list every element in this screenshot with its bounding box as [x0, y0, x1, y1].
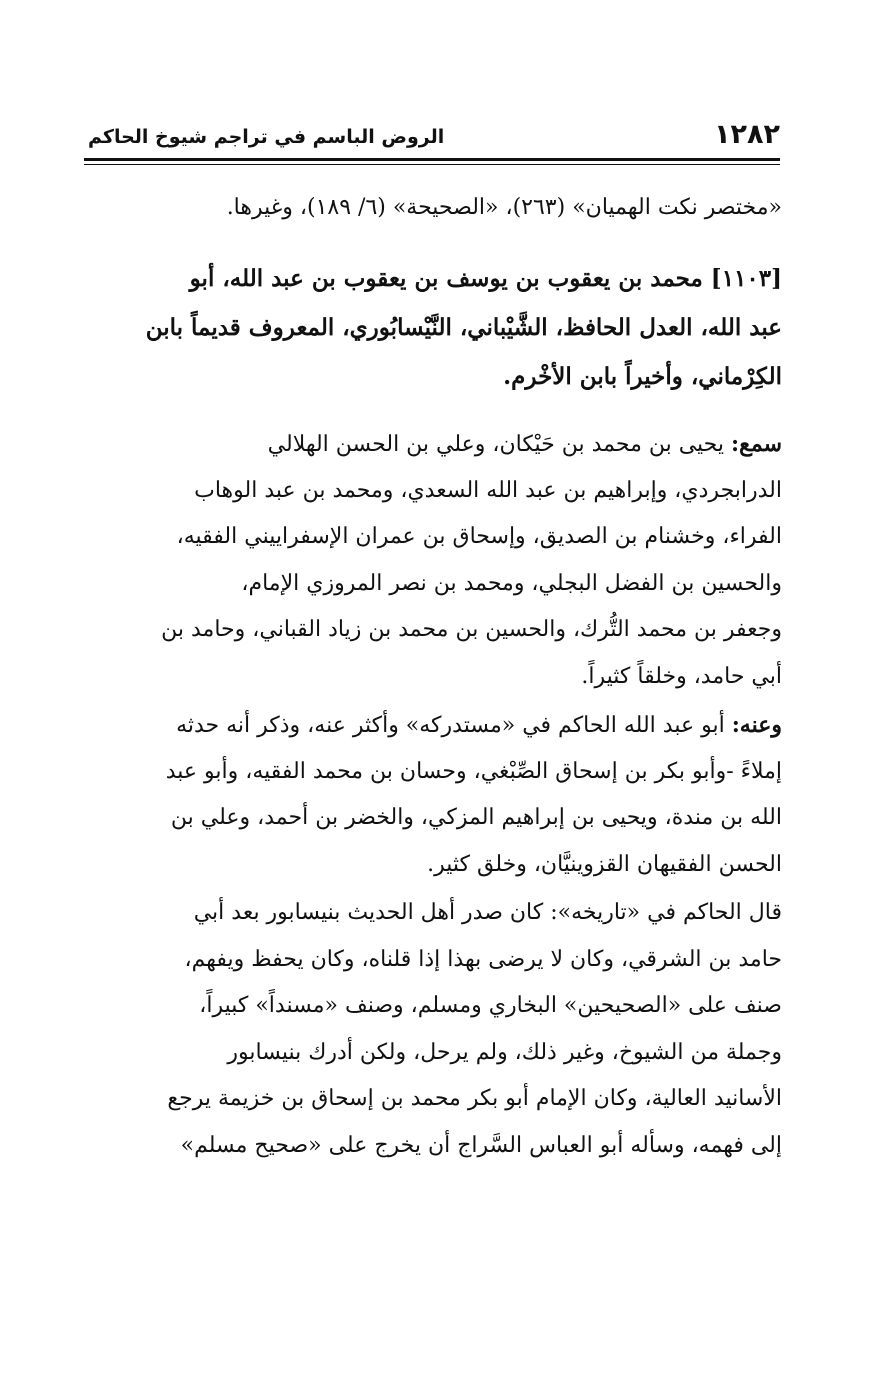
- text-span: أبو عبد الله الحاكم في «مستدركه» وأكثر عنه، وذكر أنه حدثه: [176, 713, 725, 738]
- text-line: والحسين بن الفضل البجلي، ومحمد بن نصر المروزي الإمام،: [241, 570, 782, 596]
- entry-number: [١١٠٣]: [710, 265, 782, 292]
- text-line: [82, 254, 782, 303]
- text-line: أبي حامد، وخلقاً كثيراً.: [581, 663, 782, 689]
- running-header: [84, 118, 780, 158]
- hakim-quote-paragraph: [82, 890, 782, 1169]
- text-line: الفراء، وخشنام بن الصديق، وإسحاق بن عمران الإسفراييني الفقيه،: [176, 524, 782, 549]
- text-line: وجملة من الشيوخ، وغير ذلك، ولم يرحل، ولكن أدرك بنيسابور: [227, 1039, 782, 1065]
- header-rule-thick: [84, 158, 780, 161]
- text-line: صنف على «الصحيحين» البخاري ومسلم، وصنف «مسنداً» كبيراً،: [199, 993, 782, 1018]
- text-line: الكِرْماني، وأخيراً بابن الأخْرم.: [503, 363, 782, 390]
- text-line: قال الحاكم في «تاريخه»: كان صدر أهل الحديث بنيسابور بعد أبي: [193, 900, 782, 925]
- text-line: الأسانيد العالية، وكان الإمام أبو بكر محمد بن إسحاق بن خزيمة يرجع: [167, 1086, 782, 1111]
- text-line: عبد الله، العدل الحافظ، الشَّيْباني، النَّيْسابُوري، المعروف قديماً بابن: [145, 314, 782, 341]
- text-line: [82, 702, 782, 749]
- text-line: حامد بن الشرقي، وكان لا يرضى بهذا إذا قلناه، وكان يحفظ ويفهم،: [184, 946, 782, 972]
- text-line: [82, 421, 782, 468]
- page-body: [82, 186, 782, 1171]
- biography-entry-heading: [82, 254, 782, 401]
- book-title: الروض الباسم في تراجم شيوخ الحاكم: [88, 126, 445, 148]
- text-line: «مختصر نكت الهميان» (٢٦٣)، «الصحيحة» (٦/ ١٨٩)، وغيرها.: [226, 195, 782, 220]
- header-rule-thin: [84, 164, 780, 165]
- heard-from-paragraph: [82, 421, 782, 700]
- text-line: إلى فهمه، وسأله أبو العباس السَّراج أن يخرج على «صحيح مسلم»: [180, 1132, 782, 1158]
- narrators-label: وعنه:: [731, 712, 782, 738]
- text-span: يحيى بن محمد بن حَيْكان، وعلي بن الحسن الهلالي: [267, 432, 725, 457]
- text-line: الحسن الفقيهان القزوينيَّان، وخلق كثير.: [427, 851, 782, 877]
- entry-name-line: محمد بن يعقوب بن يوسف بن يعقوب بن عبد الله، أبو: [189, 265, 703, 292]
- text-line: الله بن مندة، ويحيى بن إبراهيم المزكي، والخضر بن أحمد، وعلي بن: [170, 805, 782, 830]
- text-line: إملاءً -وأبو بكر بن إسحاق الصِّبْغي، وحسان بن محمد الفقيه، وأبو عبد: [165, 758, 782, 784]
- text-line: الدرابجردي، وإبراهيم بن عبد الله السعدي، ومحمد بن عبد الوهاب: [194, 477, 782, 503]
- heard-from-label: سمع:: [731, 431, 782, 457]
- page-number: ١٢٨٢: [714, 119, 780, 150]
- text-line: وجعفر بن محمد التُّرك، والحسين بن محمد بن زياد القباني، وحامد بن: [161, 617, 782, 642]
- narrators-paragraph: [82, 702, 782, 888]
- carry-over-paragraph: [82, 186, 782, 230]
